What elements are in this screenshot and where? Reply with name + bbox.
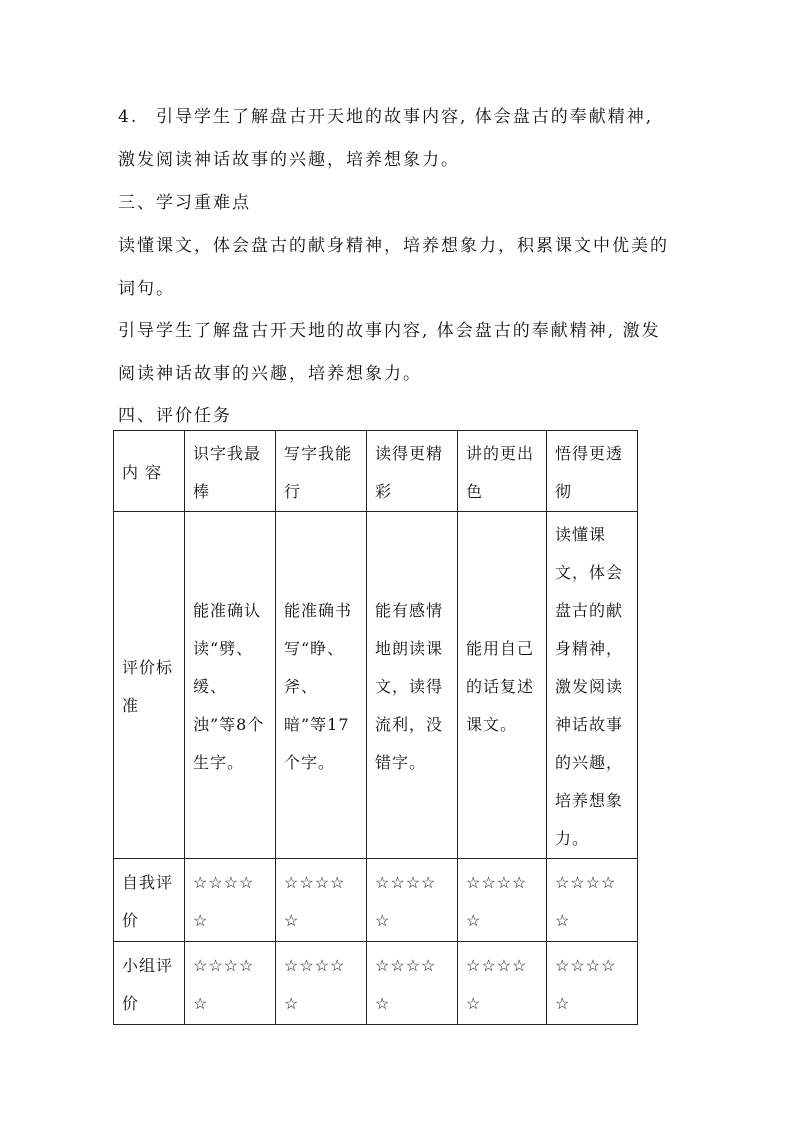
objective-text: 引导学生了解盘古开天地的故事内容, 体会盘古的奉献精神, 激发阅读神话故事的兴趣，培养想象力。: [118, 107, 654, 170]
objective-4: [118, 96, 678, 182]
row-label-group-evaluation: 小组评价: [114, 942, 185, 1025]
star-rating: ☆☆☆☆☆: [547, 942, 638, 1025]
criteria-cell: 读懂课文，体会盘古的献身精神，激发阅读神话故事的兴趣，培养想象力。: [547, 512, 638, 859]
key-point-1: 读懂课文，体会盘古的献身精神，培养想象力，积累课文中优美的词句。: [118, 236, 669, 299]
criteria-cell: 能有感情地朗读课文，读得流利，没错字。: [367, 512, 458, 859]
column-header: 识字我最棒: [185, 431, 276, 512]
criteria-cell: 能准确书写“睁、斧、暗”等17个字。: [276, 512, 367, 859]
row-label-self-evaluation: 自我评价: [114, 859, 185, 942]
star-rating: ☆☆☆☆☆: [367, 859, 458, 942]
table-row: [114, 512, 638, 859]
column-header: 写字我能行: [276, 431, 367, 512]
star-rating: ☆☆☆☆☆: [276, 859, 367, 942]
star-rating: ☆☆☆☆☆: [547, 859, 638, 942]
column-header: 读得更精彩: [367, 431, 458, 512]
section-heading-evaluation: 四、评价任务: [118, 406, 232, 426]
star-rating: ☆☆☆☆☆: [276, 942, 367, 1025]
table-row: [114, 942, 638, 1025]
criteria-cell: 能准确认读“劈、缓、浊”等8个生字。: [185, 512, 276, 859]
star-rating: ☆☆☆☆☆: [367, 942, 458, 1025]
section-heading-key-points: 三、学习重难点: [118, 193, 251, 213]
table-corner-label: 内 容: [114, 431, 185, 512]
criteria-cell: 能用自己的话复述课文。: [458, 512, 547, 859]
objective-number: 4.: [118, 107, 139, 127]
star-rating: ☆☆☆☆☆: [185, 942, 276, 1025]
star-rating: ☆☆☆☆☆: [458, 942, 547, 1025]
column-header: 讲的更出色: [458, 431, 547, 512]
star-rating: ☆☆☆☆☆: [185, 859, 276, 942]
star-rating: ☆☆☆☆☆: [458, 859, 547, 942]
table-row: [114, 859, 638, 942]
key-point-2: 引导学生了解盘古开天地的故事内容, 体会盘古的奉献精神, 激发阅读神话故事的兴趣，培养想象力。: [118, 321, 661, 384]
row-label-criteria: 评价标准: [114, 512, 185, 859]
column-header: 悟得更透彻: [547, 431, 638, 512]
evaluation-table: [113, 430, 638, 1025]
table-header-row: [114, 431, 638, 512]
